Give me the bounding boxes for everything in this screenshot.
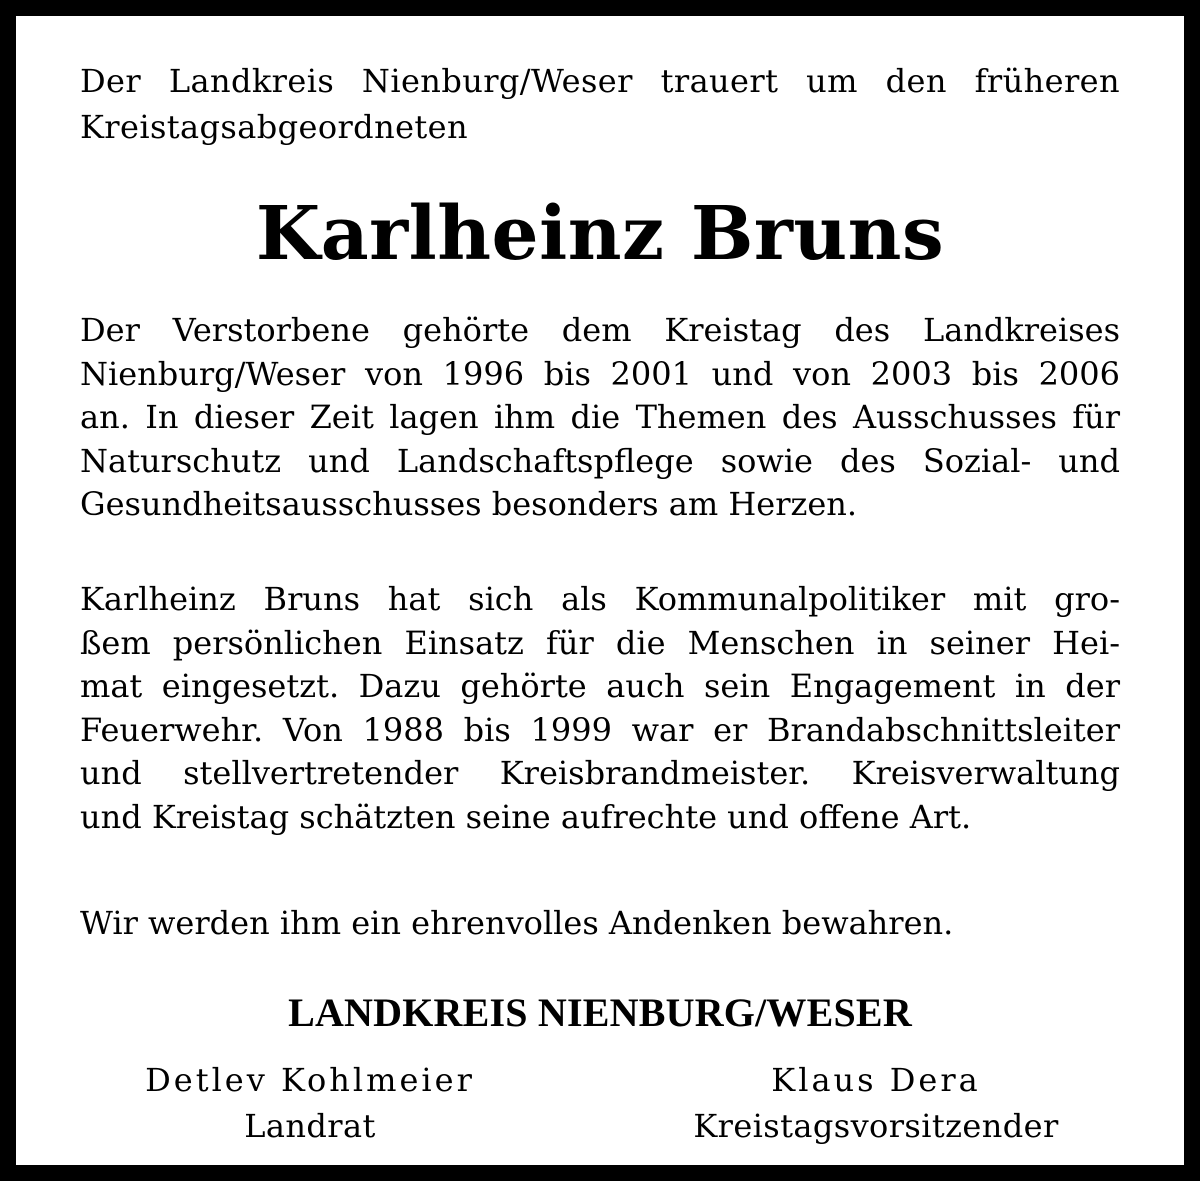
signatory-name: Detlev Kohlmeier <box>145 1061 475 1099</box>
closing-line: Wir werden ihm ein ehrenvolles Andenken bewahren. <box>80 904 954 942</box>
deceased-name: Karlheinz Bruns <box>255 191 945 277</box>
text-line: Der Verstorbene gehörte dem Kreistag des Landkreises <box>80 311 1120 349</box>
signatory-title: Kreistagsvorsitzender <box>693 1107 1059 1145</box>
signatory-name: Klaus Dera <box>771 1061 981 1099</box>
intro-text <box>80 58 1120 150</box>
text-line: Gesundheitsausschusses besonders am Herzen. <box>80 485 858 523</box>
text-line: und stellvertretender Kreisbrandmeister. Kreisverwaltung <box>80 754 1120 792</box>
organization-name: LANDKREIS NIENBURG/WESER <box>288 990 912 1035</box>
intro-line: Der Landkreis Nienburg/Weser trauert um den früheren <box>80 62 1120 100</box>
text-line: Karlheinz Bruns hat sich als Kommunalpolitiker mit gro- <box>80 580 1120 618</box>
tribute-paragraph <box>80 578 1120 839</box>
closing-paragraph <box>80 902 1120 946</box>
text-line: Nienburg/Weser von 1996 bis 2001 und von 2003 bis 2006 <box>80 354 1120 393</box>
signatory-left <box>100 1058 520 1150</box>
biography-paragraph <box>80 309 1120 527</box>
text-line: Naturschutz und Landschaftspflege sowie des Sozial- und <box>80 441 1120 480</box>
intro-line: Kreistagsabgeordneten <box>80 108 469 146</box>
text-line: und Kreistag schätzten seine aufrechte und offene Art. <box>80 797 972 836</box>
text-line: an. In dieser Zeit lagen ihm die Themen des Ausschusses für <box>80 398 1120 436</box>
text-line: mat eingesetzt. Dazu gehörte auch sein Engagement in der <box>80 667 1120 705</box>
signatory-right <box>656 1058 1096 1150</box>
text-line: ßem persönlichen Einsatz für die Menschen in seiner Hei- <box>80 623 1120 662</box>
signatory-title: Landrat <box>244 1107 376 1145</box>
text-line: Feuerwehr. Von 1988 bis 1999 war er Brandabschnittsleiter <box>80 710 1120 749</box>
